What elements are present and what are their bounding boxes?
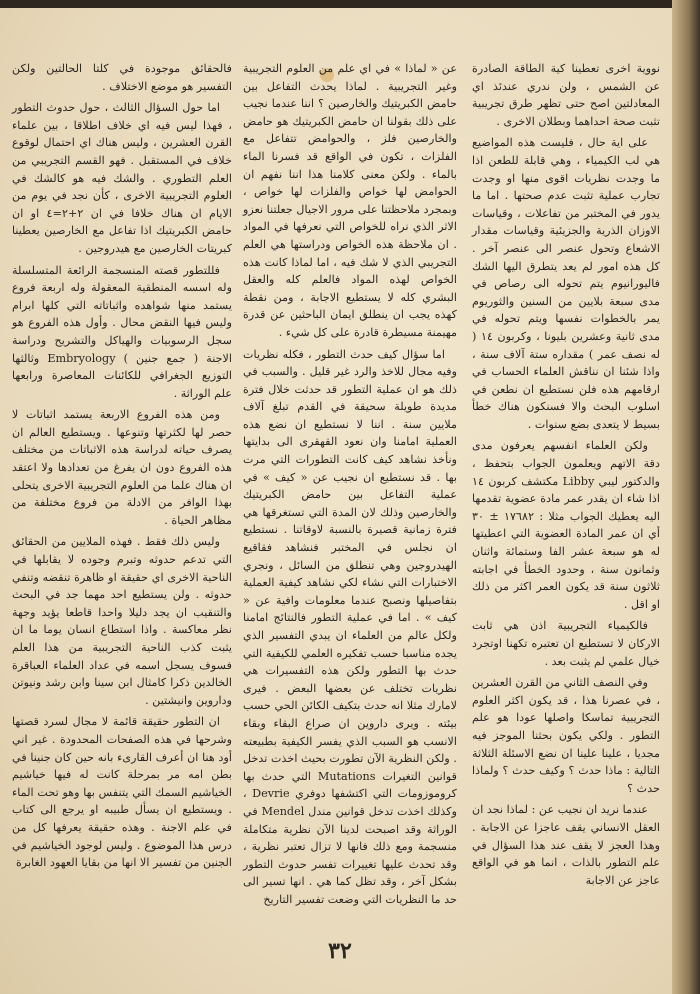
paragraph: ومن هذه الفروع الاربعة يستمد اثباتات لا حصر لها لكثرتها وتنوعها . ويستطيع العالم ان يصرف حياته لدراسة هذه الاثباتات من مختلف هذه الفروع دون ان يفرغ من تعدادها ولا اعتقد ان هناك علما من العلوم التجريبية الاخرى يتحلى بهذا الوافر من الادلة من فروع مختلفة من مظاهر الحياة . [12, 408, 232, 527]
paragraph: ولكن العلماء انفسهم يعرفون مدى دقة الاتهم ويعلمون الجواب بتحفظ ، والدكتور ليبي Libby مكتشف كربون ١٤ اذا شاء ان يقدر عمر مادة عضوية تقدمها اليه يعطيك الجواب مثلا : ١٧٦٨٢ ± ٣٠ أي ان عمر المادة العضوية التي اعطيتها له هو سبعة عشر الفا وستمائة واثنان وثمانون سنة ، وحدود الخطأ في اجابته ثلاثون سنة قد يكون العمر اكثر من ذلك او اقل . [472, 439, 660, 611]
paragraph: على اية حال ، فليست هذه المواضيع هي لب الكيمياء ، وهي قابلة للطعن اذا ما وجدت نظريات اقوى منها او وجدت تجارب عملية تثبت عدم صحتها . اما ما يدور في المختبر من تفاعلات ، وقياسات الاوزان الذرية والجزيئية وقياسات مقدار الاشعاع وتحول عنصر الى عنصر آخر . كل هذه امور لم يعد يتطرق اليها الشك فاليورانيوم يتم تحوله الى رصاص في مدى سبعة بلايين من السنين والثوريوم يمر بالخطوات نفسها ويتم تحوله في مدى ثانية وعشرين بليونا ، وكربون ١٤ ( له نصف عمر ) مقداره ستة آلاف سنة ، واذا شئنا ان نناقش العلماء الحساب في ارقامهم هذه فلن نستطيع ان نطعن في اسلوب البحث والا فسنكون هناك خطأ بسيط لا يتعدى بضع سنوات . [472, 136, 660, 431]
column-middle [243, 60, 457, 913]
paragraph: عن « لماذا » في اي علم من العلوم التجريبية وغير التجريبية . لماذا يحدث التفاعل بين حامض الكبريتيك والخارصين ؟ اننا عندما نجيب على ذلك بقولنا ان حامض الكبريتيك هو حامض والخارصين فلز ، والحوامض تتفاعل مع الفلزات ، تكون في الواقع قد فسرنا الماء بالماء . ولكن معنى كلامنا هذا اننا نفهم ان الحوامض لها خواص والفلزات لها خواص ، وبمجرد ملاحظتنا على مرور الاجيال جعلتنا نعزو الاثر الذي نراه للخواص التي نعرفها في المواد . ان ملاحظة هذه الخواص ودراستها هي العلم التجريبي الذي لا شك فيه ، اما لماذا كانت هذه الخواص لهذه المواد فالعلم كله والعقل البشري كله لا يستطيع الاجابة ، ومن نقطة كهذه يجب ان ينطلق ايمان الباحثين عن قدرة مهيمنة مسيطرة قادرة على كل شيء . [243, 62, 457, 339]
page-edge [672, 0, 700, 994]
page-number: ٣٢ [328, 938, 352, 964]
magazine-page [0, 8, 672, 994]
paragraph: نووية اخرى تعطينا كية الطاقة الصادرة عن الشمس ، ولن ندري عندئذ اي المعادلتين اصح حتى تظهر طرق تجريبية تثبت صحة احداهما وبطلان الاخرى . [472, 62, 660, 128]
paragraph: اما حول السؤال الثالث ، حول حدوث التطور ، فهذا ليس فيه اي خلاف اطلاقا ، بين علماء القرن العشرين ، وليس هناك اي احتمال لوقوع خلاف في المستقبل . فهو القسم التجريبي من العلم التطوري . والشك فيه هو كالشك في العلوم التجريبية الاخرى ، كأن نجد في يوم من الايام ان هناك خلافا في ان ٢+٢=٤ او ان حامض الكبريتيك اذا تفاعل مع الخارصين يعطينا كبريتات الخارصين مع هيدروجين . [12, 101, 232, 255]
column-left [12, 60, 232, 876]
paragraph: فالكيمياء التجريبية اذن هي ثابت الاركان لا تستطيع ان تعتبره تكهنا اوتجرد خيال علمي لم يثبت بعد . [472, 619, 660, 668]
paragraph: اما سؤال كيف حدث التطور ، فكله نظريات وفيه مجال للاخذ والرد غير قليل . والسبب في ذلك هو ان عملية التطور قد حدثت خلال فترة مديدة طويلة سحيقة في القدم تبلغ آلاف ملايين سنة . اننا لا نستطيع ان نضع هذه العملية امامنا وان نعود القهقرى الى بدايتها ونأخذ نشاهد كيف كانت التطورات التي مرت بها . قد نستطيع ان نجيب عن « كيف » في عملية التفاعل بين حامض الكبريتيك والخارصين وذلك لان المدة التي تستغرقها هي فترة زمانية قصيرة بالنسبة لاوقاتنا . نستطيع ان نجلس في المختبر فنشاهد فقاقيع الهيدروجين وهي تنطلق من السائل ، ونجري الاختبارات التي نشاء لكي نشاهد كيفية العملية بتفاصيلها ونصبح عندما معلومات وافية عن « كيف » . اما في عملية التطور فالنتائج امامنا ولكل عالم من العلماء ان يبدي التفسير الذي يجده مناسبا حسب تفكيره العلمي للكيفية التي حدث بها التطور ولكن هذه التفسيرات هي نظريات تختلف عن بعضها البعض . فيرى لامارك مثلا انه حدث بتكيف الكائن الحي حسب بيئته . ويرى داروين ان صراع البقاء وبقاء الانسب هو السبب الذي يفسر الكيفية بطبيعته . ولكن النظرية الآن تطورت بحيث اخذت تدخل قوانين التغيرات Mutations التي حدث بها كروموزومات التي اكتشفها دوفري Devrie ، وكذلك اخذت تدخل قوانين مندل Mendel في الوراثة وقد اصبحت لدينا الآن نظرية متكاملة منسجمة ومع ذلك فانها لا تزال تعتبر نظرية ، وقد تحدث عليها تغييرات تفسر حدوث التطور بشكل آخر ، وقد تظل كما هي . انها تسير الى حد ما النظريات التي وضعت تفسير التاريخ [243, 347, 458, 906]
paragraph: فالحقائق موجودة في كلتا الحالتين ولكن التفسير هو موضع الاختلاف . [12, 62, 232, 93]
paragraph: فللتطور قصته المنسجمة الرائعة المتسلسلة وله اسسه المنطقية المعقولة وله اربعة فروع يستمد منها شواهده واثباتاته التي كلها ابرام وليس فيها النقض محال . وأول هذه الفروع هو سجل الرسوبيات والهياكل والتشريح ودراسة الاجنة ( جمع جنين ) Embryology وثالثها التوزيع الجغرافي للكائنات المعاصرة ورابعها علم الوراثة . [12, 263, 232, 400]
paragraph: وليس ذلك فقط . فهذه الملايين من الحقائق التي تدعم حدوثه وتبرم وجوده لا يقابلها في الناحية الاخرى اي حقيقة او ظاهرة تنقضه وتنفي حدوثه . ولن يستطيع احد مهما جد في البحث والتنقيب ان يجد دليلا واحدا قاطعا يؤيد وجهة نظر معاكسة . واذا استطاع انسان يوما ما ان يثبت كذب الناحية التجريبية من هذا العلم فسوف يسجل اسمه في عداد العلماء العباقرة الخالدين ذكرا كامثال ابن سينا وابن رشد ونيوتن وداروين وانيشتين . [12, 535, 232, 707]
column-right [472, 60, 660, 893]
paragraph: ان التطور حقيقة قائمة لا مجال لسرد قصتها وشرحها في هذه الصفحات المحدودة . غير اني أود هنا ان أعرف القارىء بانه حين كان جنينا في بطن امه مر بمرحلة كانت له فيها خياشيم الخياشيم السمك التي يتنفس بها وهو تحت الماء . ويستطيع ان يسأل طبيبه او يرجع الى كتاب في علم الاجنة . وهذه حقيقة يعرفها كل من درس هذا الموضوع . وليس لوجود الخياشيم في الجنين من تفسير الا انها من بقايا العهود الغابرة [12, 715, 232, 870]
paragraph: عندما نريد ان نجيب عن : لماذا نجد ان العقل الانساني يقف عاجزا عن الاجابة . وهذا العجز لا يقف عند هذا السؤال في علم التطور بالذات ، انما هو في الواقع عاجز عن الاجابة [472, 803, 660, 887]
paragraph: وفي النصف الثاني من القرن العشرين ، في عصرنا هذا ، قد يكون اكثر العلوم التجريبية تماسكا واصلها عودا هو علم التطور . ولكي يكون بحثنا الموجز فيه مجديا ، علينا علينا ان نضع الاسئلة الثلاثة التالية : ماذا حدث ؟ وكيف حدث ؟ ولماذا حدث ؟ [472, 676, 660, 795]
